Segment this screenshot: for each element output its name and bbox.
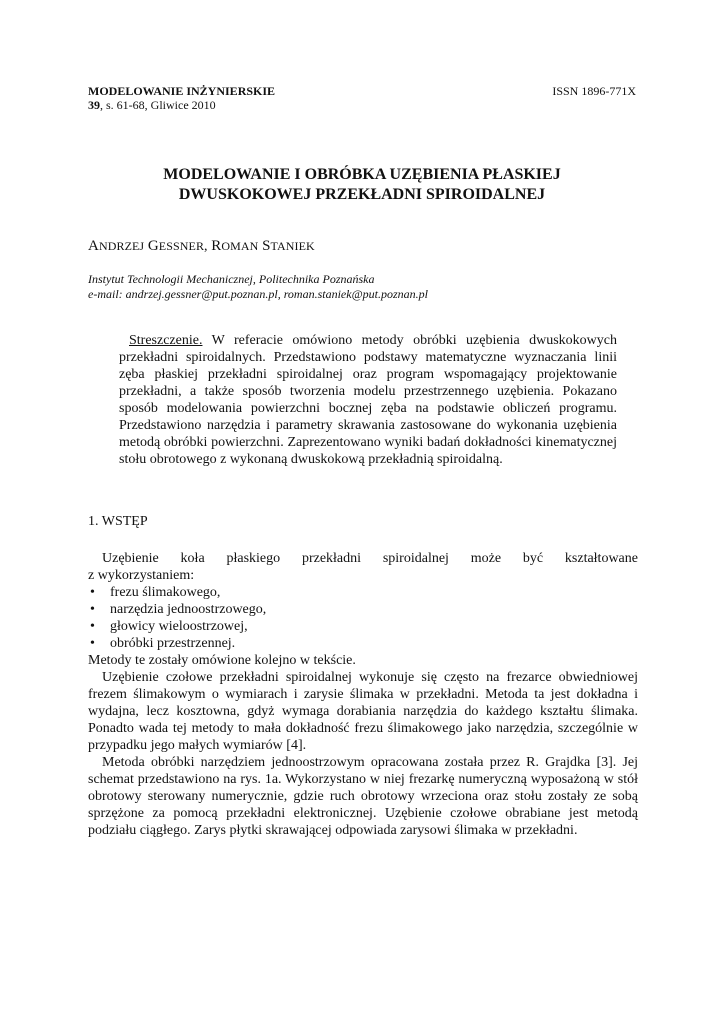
paragraph-2: Uzębienie czołowe przekładni spiroidalnej wykonuje się często na frezarce obwiedniowej frezem ślimakowym o wymiarach i zarysie ślimaka w przekładni. Metoda ta jest dokładna i wydajna, lecz kosztowna, gdyż wymaga dorabiania narzędzia do każdego kształtu ślimaka. Ponadto wada tej metody to mała dokładność frezu ślimakowego jako narzędzia, szczególnie w przypadku jego małych wymiarów [4].	[88, 670, 638, 753]
list-item	[88, 635, 638, 652]
author2-last-rest: TANIEK	[270, 239, 315, 253]
abstract-label: Streszczenie.	[129, 333, 203, 348]
title-line-1: MODELOWANIE I OBRÓBKA UZĘBIENIA PŁASKIEJ	[163, 166, 561, 183]
section-body	[88, 550, 638, 839]
author1-last-rest: ESSNER	[158, 239, 205, 253]
section-heading: 1. WSTĘP	[88, 514, 148, 529]
author1-first-initial: A	[88, 238, 99, 254]
journal-header	[88, 84, 275, 112]
list-item-text: obróbki przestrzennej.	[110, 636, 236, 651]
paragraph-1-end: Metody te zostały omówione kolejno w tekście.	[88, 653, 356, 668]
paragraph-3: Metoda obróbki narzędziem jednoostrzowym opracowana została przez R. Grajdka [3]. Jej schemat przedstawiono na rys. 1a. Wykorzystano w niej frezarkę numeryczną wyposażoną w stół obrotowy sterowany numerycznie, gdzie ruch obrotowy wrzeciona oraz stołu zostały ze sobą sprzężone za pomocą przekładni elektronicznej. Uzębienie czołowe obrabiane jest metodą podziału ciągłego. Zarys płytki skrawającej odpowiada zarysowi ślimaka w przekładni.	[88, 755, 638, 838]
abstract	[119, 332, 617, 468]
abstract-text: W referacie omówiono metody obróbki uzębienia dwuskokowych przekładni spiroidalnych. Przedstawiono podstawy matematyczne wyznaczania linii zęba płaskiej przekładni spiroidalnej oraz program wspomagający projektowanie przekładni, a także sposób tworzenia modelu przestrzennego uzębienia. Pokazano sposób modelowania powierzchni bocznej zęba na podstawie obliczeń programu. Przedstawiono narzędzia i parametry skrawania zastosowane do wykonania uzębienia metodą obróbki powierzchni. Zaprezentowano wyniki badań dokładności kinematycznej stołu obrotowego z wykonaną dwuskokową przekładnią spiroidalną.	[119, 333, 617, 467]
list-item-text: głowicy wieloostrzowej,	[110, 619, 248, 634]
list-item	[88, 601, 638, 618]
author2-last-initial: S	[262, 238, 271, 254]
list-item-text: frezu ślimakowego,	[110, 585, 221, 600]
paragraph-1-line-1: Uzębienie koła płaskiego przekładni spiroidalnej może być kształtowane	[102, 551, 638, 566]
issue-number: 39	[88, 98, 100, 112]
affiliation	[88, 272, 428, 302]
title-line-2: DWUSKOKOWEJ PRZEKŁADNI SPIROIDALNEJ	[178, 186, 546, 203]
issue-details: , s. 61-68, Gliwice 2010	[100, 98, 216, 112]
author2-first-rest: OMAN	[221, 239, 259, 253]
author1-first-rest: NDRZEJ	[98, 239, 145, 253]
journal-issue	[88, 98, 275, 112]
author2-first-initial: R	[211, 238, 222, 254]
author1-last-initial: G	[147, 238, 159, 254]
list-item	[88, 618, 638, 635]
list-item	[88, 584, 638, 601]
list-item-text: narzędzia jednoostrzowego,	[110, 602, 267, 617]
paragraph-1-line-2: z wykorzystaniem:	[88, 568, 195, 583]
authors	[88, 238, 315, 255]
bullet-icon: •	[90, 585, 95, 600]
issn: ISSN 1896-771X	[552, 84, 636, 98]
institute: Instytut Technologii Mechanicznej, Politechnika Poznańska	[88, 272, 375, 286]
paper-title	[88, 165, 636, 205]
journal-name: MODELOWANIE INŻYNIERSKIE	[88, 84, 276, 98]
bullet-icon: •	[90, 636, 95, 651]
method-list	[88, 584, 638, 652]
bullet-icon: •	[90, 619, 95, 634]
email-line: e-mail: andrzej.gessner@put.poznan.pl, roman.staniek@put.poznan.pl	[88, 287, 428, 301]
author-separator: ,	[204, 239, 208, 254]
bullet-icon: •	[90, 602, 95, 617]
